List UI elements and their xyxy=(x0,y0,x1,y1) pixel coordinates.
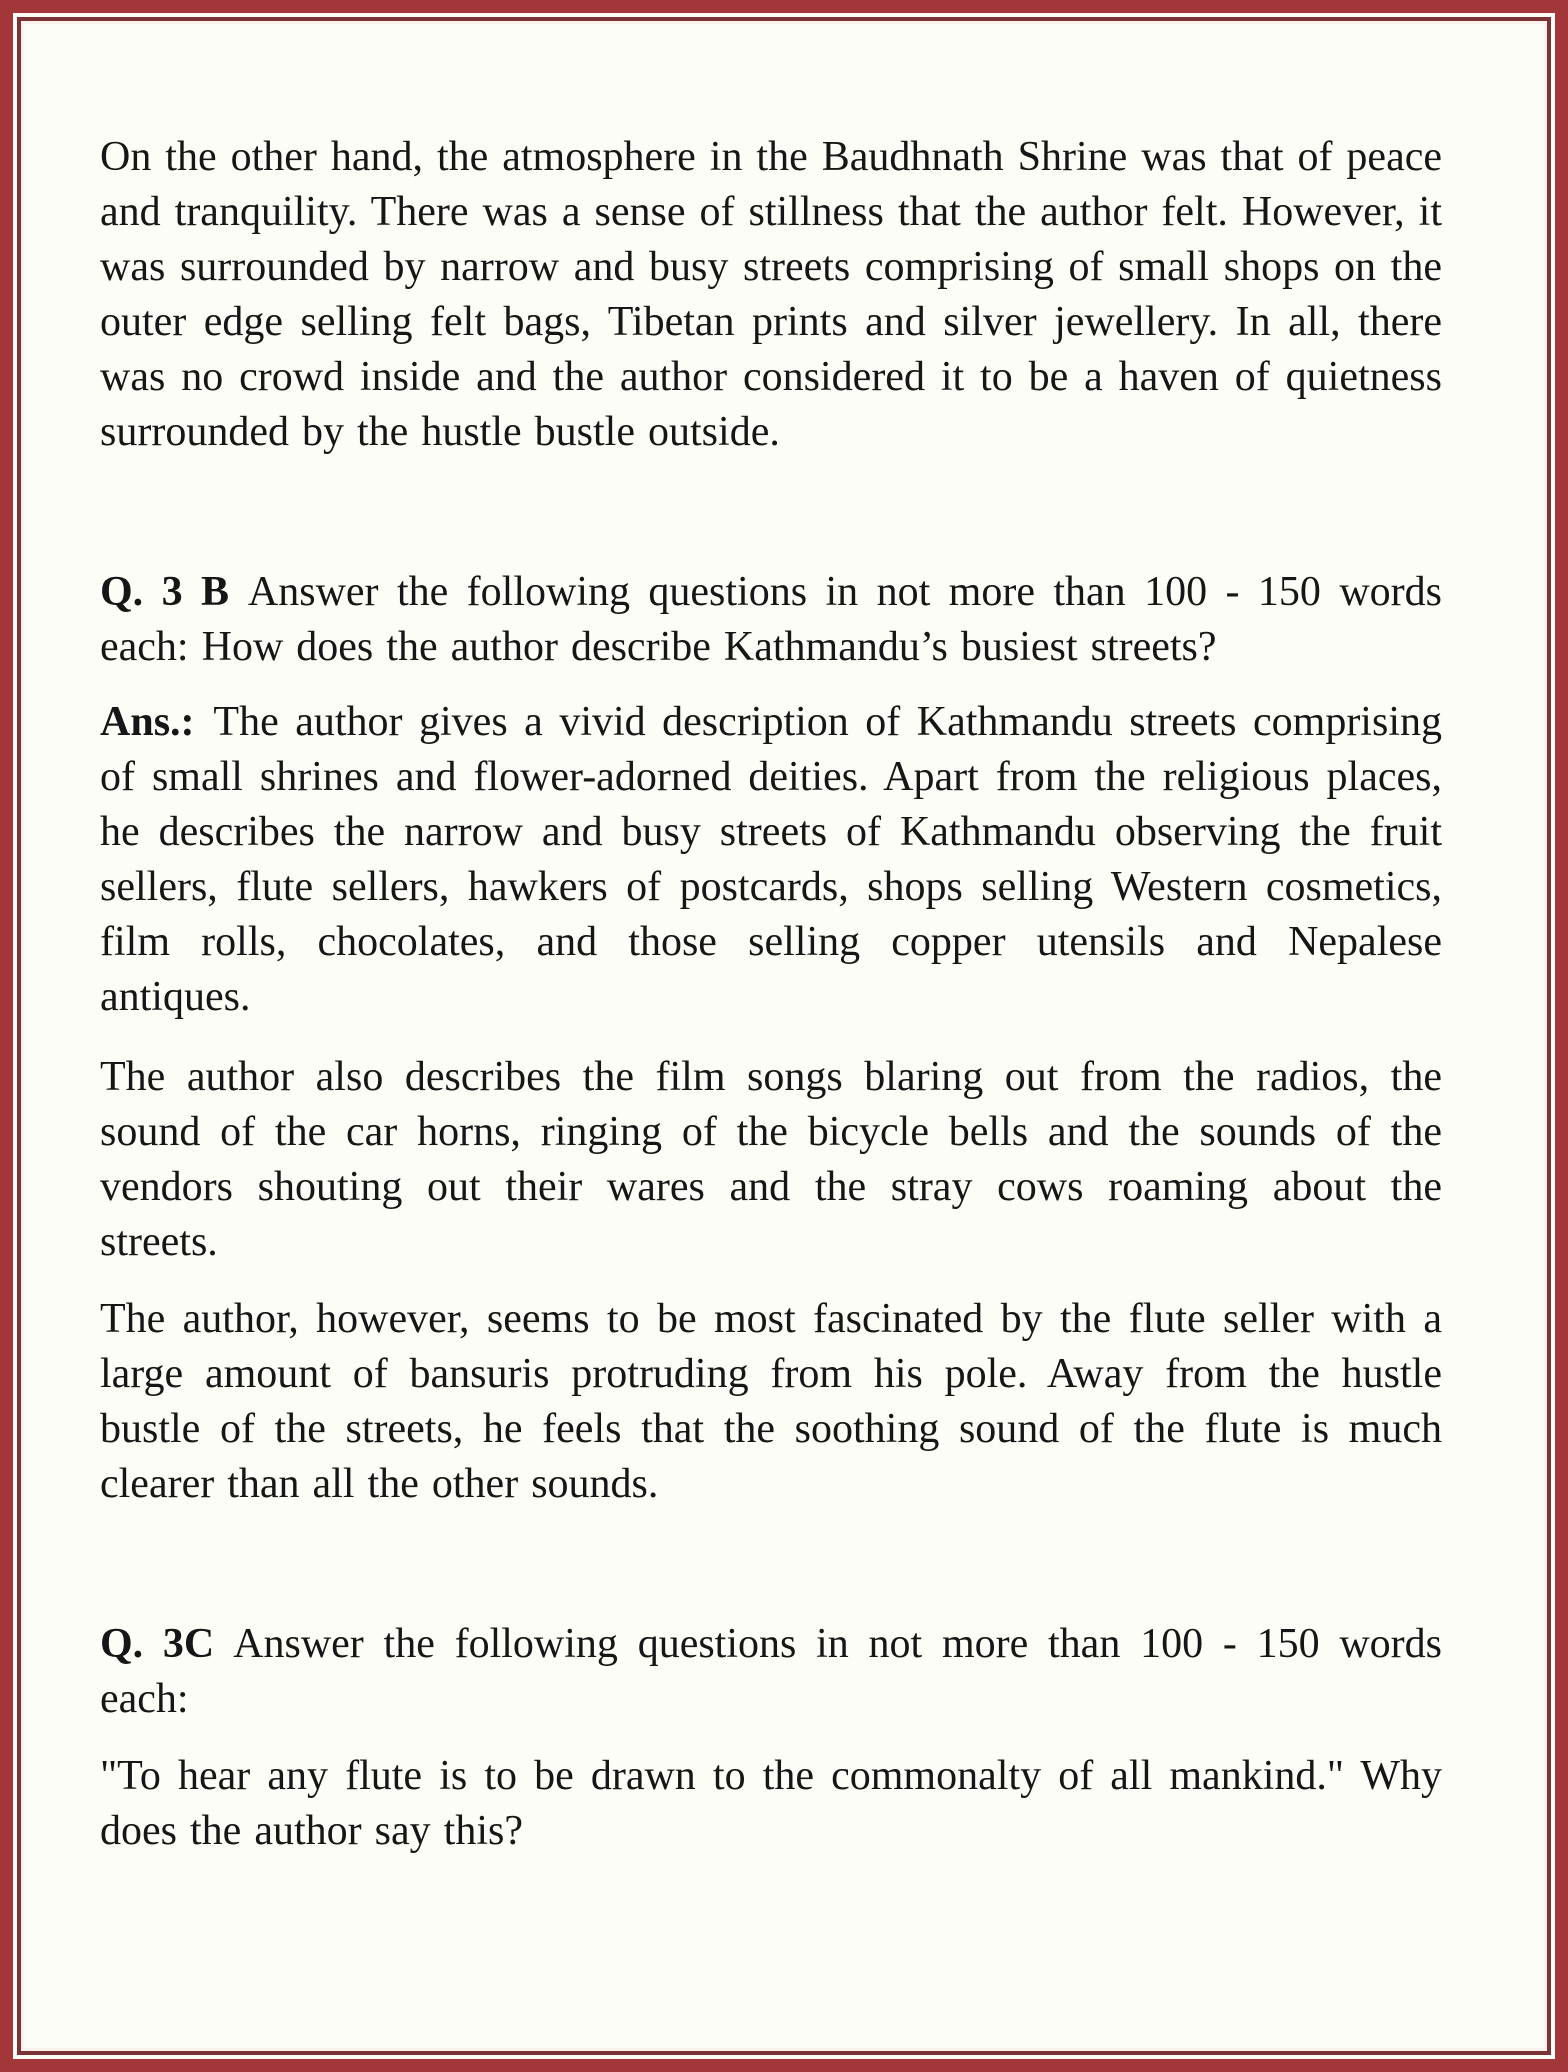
question-3c-text: Answer the following questions in not more than 100 - 150 words each: xyxy=(100,1621,1442,1722)
question-3c-quote: "To hear any flute is to be drawn to the commonalty of all mankind." Why does the author say this? xyxy=(100,1753,1442,1854)
question-3c-label: Q. 3C xyxy=(100,1621,215,1667)
question-3b-label: Q. 3 B xyxy=(100,569,230,615)
answer-label: Ans.: xyxy=(100,699,195,745)
question-3b xyxy=(100,565,1442,675)
question-3b-text: Answer the following questions in not more than 100 - 150 words each: How does the author describe Kathmandu’s busiest streets? xyxy=(100,569,1442,670)
answer-3b-paragraph-1 xyxy=(100,695,1442,1025)
intro-paragraph: On the other hand, the atmosphere in the Baudhnath Shrine was that of peace and tranquility. There was a sense of stillness that the author felt. However, it was surrounded by narrow and busy streets comprising of small shops on the outer edge selling felt bags, Tibetan prints and silver jewellery. In all, there was no crowd inside and the author considered it to be a haven of quietness surrounded by the hustle bustle outside. xyxy=(100,134,1442,455)
document-page xyxy=(100,130,1442,1859)
answer-3b-text-1: The author gives a vivid description of Kathmandu streets comprising of small shrines and flower-adorned deities. Apart from the religious places, he describes the narrow and busy streets of Kathmandu observing the fruit sellers, flute sellers, hawkers of postcards, shops selling Western cosmetics, film rolls, chocolates, and those selling copper utensils and Nepalese antiques. xyxy=(100,699,1442,1020)
question-3c xyxy=(100,1617,1442,1727)
answer-3b-paragraph-2: The author also describes the film songs blaring out from the radios, the sound of the car horns, ringing of the bicycle bells and the sounds of the vendors shouting out their wares and the stray cows roaming about the streets. xyxy=(100,1054,1442,1265)
answer-3b-paragraph-3: The author, however, seems to be most fascinated by the flute seller with a large amount of bansuris protruding from his pole. Away from the hustle bustle of the streets, he feels that the soothing sound of the flute is much clearer than all the other sounds. xyxy=(100,1296,1442,1507)
